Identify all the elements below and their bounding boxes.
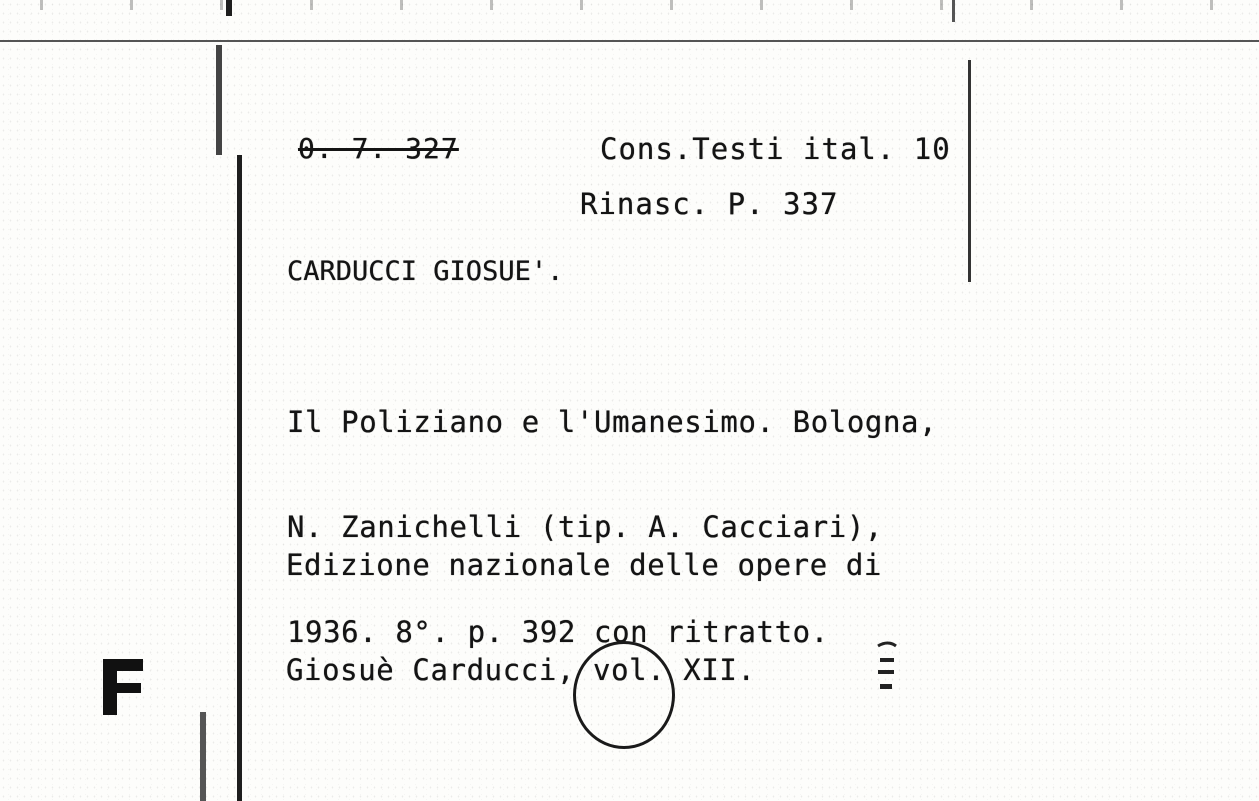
old-shelfmark: 0. 7. 327 — [298, 132, 459, 165]
card-edge-stub — [216, 45, 222, 155]
card-edge-upper — [226, 0, 232, 16]
series-line: Edizione nazionale delle opere di — [286, 548, 882, 582]
top-rule — [0, 40, 1259, 42]
description-line: 1936. 8°. p. 392 con ritratto. — [287, 615, 829, 649]
shelfmark-primary: Cons.Testi ital. 10 — [600, 132, 951, 166]
card-edge-right — [968, 60, 971, 282]
card-edge-bottom-left — [200, 712, 206, 801]
letter-f-stamp — [99, 657, 145, 717]
series-line: Giosuè Carducci, vol. XII. — [286, 653, 756, 687]
description-line: N. Zanichelli (tip. A. Cacciari), — [287, 510, 883, 544]
card-edge-left — [237, 155, 242, 801]
description-line: Il Poliziano e l'Umanesimo. Bologna, — [287, 405, 938, 439]
author-heading: CARDUCCI GIOSUE'. — [287, 256, 564, 287]
top-rule-dashes — [0, 0, 1259, 10]
card-edge-right-top — [952, 0, 955, 22]
shelfmark-secondary: Rinasc. P. 337 — [580, 187, 839, 221]
margin-note-mark — [868, 640, 904, 700]
circular-stamp — [573, 641, 675, 749]
